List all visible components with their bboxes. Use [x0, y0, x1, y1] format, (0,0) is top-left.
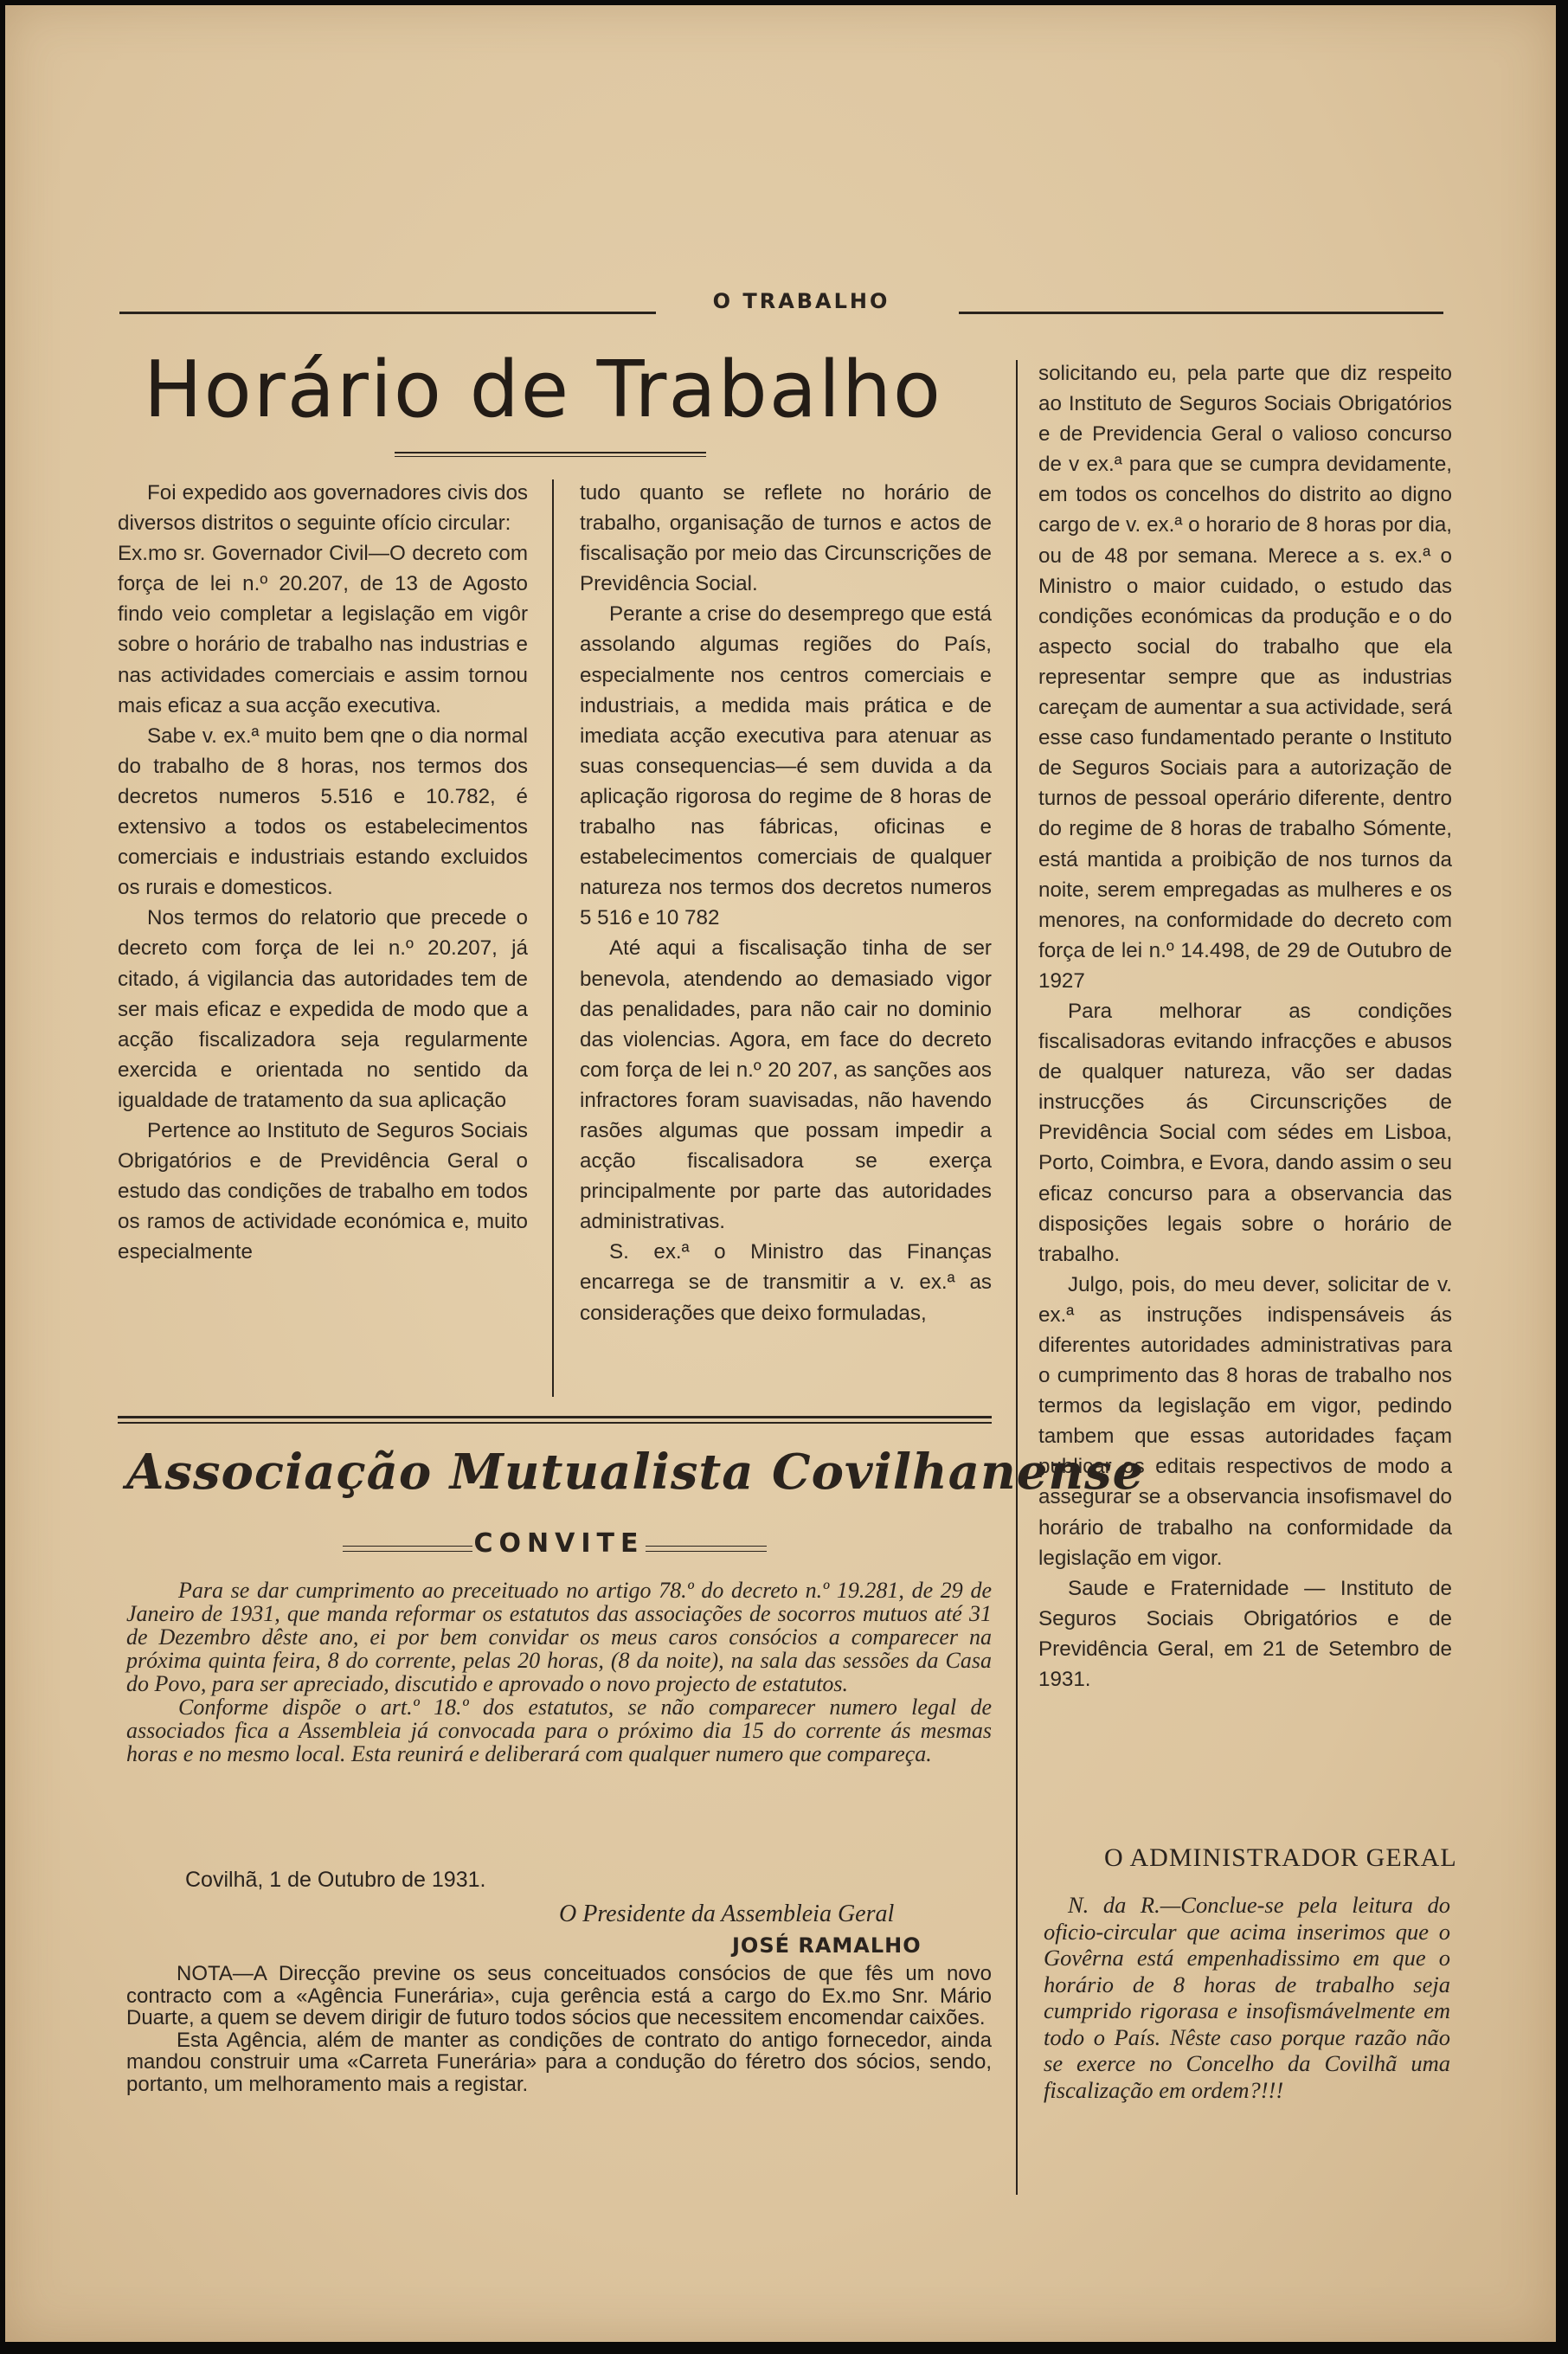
paragraph: Sabe v. ex.ª muito bem qne o dia normal do trabalho de 8 horas, nos termos dos decretos numeros 5.516 e 10.782, é extensivo a todos os estabelecimentos comerciais e industriais estando excluidos os rurais e domesticos.: [118, 724, 528, 900]
president-title: O Presidente da Assembleia Geral: [559, 1901, 895, 1927]
paragraph: Conforme dispõe o art.º 18.º dos estatutos, se não comparecer numero legal de associados fica a Assembleia já convocada para o próximo dia 15 do corrente ás mesmas horas e no mesmo local. Esta reunirá e deliberará com qualquer numero que compareça.: [126, 1695, 992, 1766]
column-divider-1: [552, 479, 554, 1397]
masthead-rule-left: [119, 312, 656, 314]
paragraph: Perante a crise do desemprego que está assolando algumas regiões do País, especialmente nos centros comerciais e industriais, a medida mais prática e de imediata acção executiva para atenuar as suas consequencias—é sem duvida a da aplicação rigorosa do regime de 8 horas de trabalho nas fábricas, oficinas e estabelecimentos comerciais de qualquer natureza nos termos dos decretos numeros 5 516 e 10 782: [580, 602, 992, 930]
convite-rule-left: [343, 1546, 472, 1552]
president-name: JOSÉ RAMALHO: [732, 1933, 922, 1958]
paragraph: Saude e Fraternidade — Instituto de Seguros Sociais Obrigatórios e de Previdência Geral, em 21 de Setembro de 1931.: [1038, 1576, 1452, 1692]
article-column-2: [580, 478, 992, 1328]
paragraph: tudo quanto se reflete no horário de trabalho, organisação de turnos e actos de fiscalisação por meio das Circunscrições de Previdência Social.: [580, 481, 992, 596]
headline: Horário de Trabalho: [144, 344, 942, 435]
column-divider-2: [1016, 360, 1018, 2195]
paragraph: Nos termos do relatorio que precede o decreto com força de lei n.º 20.207, já citado, á vigilancia das autoridades tem de ser mais eficaz e expedida de modo que a acção fiscalizadora seja regularmente exercida e orientada no sentido da igualdade de tratamento da sua aplicação: [118, 906, 528, 1112]
paragraph: Para melhorar as condições fiscalisadoras evitando infracções e abusos de qualquer natureza, vão ser dadas instrucções ás Circunscrições de Previdência Social com sédes em Lisboa, Porto, Coimbra, e Evora, dando assim o seu eficaz concurso para a observancia das disposições legais sobre o horário de trabalho.: [1038, 999, 1452, 1266]
paragraph: solicitando eu, pela parte que diz respeito ao Instituto de Seguros Sociais Obrigatórios e de Previdencia Geral o valioso concurso de v ex.ª para que se cumpra devidamente, em todos os concelhos do distrito ao digno cargo de v. ex.ª o horario de 8 horas por dia, ou de 48 por semana. Merece a s. ex.ª o Ministro o maior cuidado, o estudo das condições económicas da produção e o do aspecto social do trabalho que ela representar sempre que as industrias careçam de aumentar a sua actividade, será esse caso fundamentado perante o Instituto de Seguros Sociais para a autorização de turnos de pessoal operário diferente, dentro do regime de 8 horas de trabalho Sómente, está mantida a proibição de nos turnos da noite, serem empregadas as mulheres e os menores, na conformidade do decreto com força de lei n.º 14.498, de 29 de Outubro de 1927: [1038, 362, 1452, 993]
paragraph: N. da R.—Conclue-se pela leitura do oficio-circular que acima inserimos que o Govêrna está empenhadissimo em que o horário de 8 horas de trabalho seja cumprido rigorasa e insofismávelmente em todo o País. Nêste caso porque razão não se exerce no Concelho da Covilhã uma fiscalização em ordem?!!!: [1044, 1892, 1450, 2103]
paragraph: Até aqui a fiscalisação tinha de ser benevola, atendendo ao demasiado vigor das penalidades, para não cair no dominio das violencias. Agora, em face do decreto com força de lei n.º 20 207, as sanções aos infractores foram suavisadas, não havendo rasões algumas que possam impedir a acção fiscalisadora se exerça principalmente por parte das autoridades administrativas.: [580, 936, 992, 1234]
dateline: Covilhã, 1 de Outubro de 1931.: [185, 1868, 486, 1892]
masthead-rule-right: [959, 312, 1443, 314]
invitation-text: [126, 1579, 992, 1766]
headline-rule: [395, 452, 706, 457]
paragraph: Julgo, pois, do meu dever, solicitar de v. ex.ª as instruções indispensáveis ás diferentes autoridades administrativas para o cumprimento das 8 horas de trabalho nos termos da legislação em vigor, pedindo tambem que essas autoridades façam publicar os editais respectivos de modo a assegurar se a observancia insofismavel do horário de trabalho na conformidade da legislação em vigor.: [1038, 1272, 1452, 1570]
signature: O ADMINISTRADOR GERAL: [1104, 1843, 1457, 1872]
newspaper-page: [5, 5, 1556, 2342]
paragraph: S. ex.ª o Ministro das Finanças encarrega se de transmitir a v. ex.ª as considerações que deixo formuladas,: [580, 1240, 992, 1325]
paragraph: Esta Agência, além de manter as condições de contrato do antigo fornecedor, ainda mandou construir uma «Carreta Funerária» para a condução do féretro dos sócios, sendo, portanto, um melhoramento mais a registar.: [126, 2028, 992, 2096]
paragraph: Foi expedido aos governadores civis dos diversos distritos o seguinte ofício circular:: [118, 481, 528, 536]
convite-heading: CONVITE: [473, 1528, 645, 1559]
convite-rule-right: [646, 1546, 767, 1552]
paragraph: Pertence ao Instituto de Seguros Sociais Obrigatórios e de Previdência Geral o estudo das condições de trabalho em todos os ramos de actividade económica e, muito especialmente: [118, 1118, 528, 1264]
paragraph: Ex.mo sr. Governador Civil—O decreto com força de lei n.º 20.207, de 13 de Agosto findo veio completar a legislação em vigôr sobre o horário de trabalho nas industrias e nas actividades comerciais e assim tornou mais eficaz a sua acção executiva.: [118, 542, 528, 717]
section-divider: [118, 1416, 992, 1424]
masthead: O TRABALHO: [712, 289, 890, 313]
nota-text: [126, 1963, 992, 2095]
editor-note: [1044, 1892, 1450, 2103]
association-title: Associação Mutualista Covilhanense: [126, 1444, 1145, 1501]
paragraph: NOTA—A Direcção previne os seus conceituados consócios de que fês um novo contracto com a «Agência Funerária», cuja gerência está a cargo do Ex.mo Snr. Mário Duarte, a quem se devem dirigir de futuro todos sócios que necessitem encomendar caixões.: [126, 1962, 992, 2029]
paragraph: Para se dar cumprimento ao preceituado no artigo 78.º do decreto n.º 19.281, de 29 de Janeiro de 1931, que manda reformar os estatutos das associações de socorros mutuos até 31 de Dezembro dêste ano, ei por bem convidar os meus caros consócios a comparecer na próxima quinta feira, 8 do corrente, pelas 20 horas, (8 da noite), na sala das sessões da Casa do Povo, para ser apreciado, discutido e aprovado o novo projecto de estatutos.: [126, 1578, 992, 1696]
article-column-1: [118, 478, 528, 1267]
